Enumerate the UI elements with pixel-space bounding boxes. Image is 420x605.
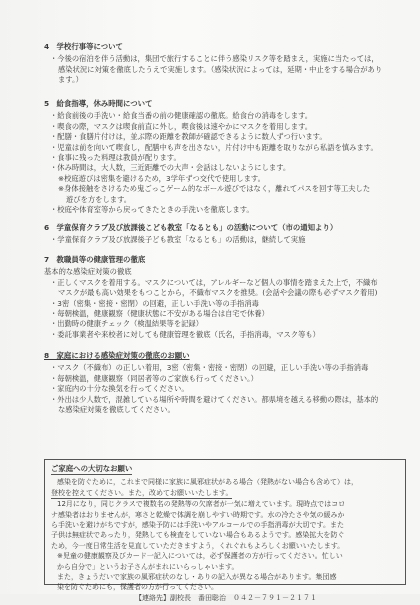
box-line: また，きょうだいで家族の風邪症状のなし・ありの記入が異なる場合があります。集団感 bbox=[57, 573, 337, 582]
section-8-line: ・毎朝検温，健康観察（同居者等のご家族も行ってください。） bbox=[50, 373, 258, 383]
section-7 bbox=[44, 255, 404, 340]
section-6-line: ・学童保育クラブ及び放課後子ども教室「なるとも」の活動は，継続して実施 bbox=[50, 235, 306, 245]
box-line: から自分で」というお子さんがまれにいらっしゃいます。 bbox=[57, 562, 239, 571]
section-5-line: ・休み時間は，大人数，三近距離での大声・会話はしないようにします。 bbox=[50, 163, 291, 173]
box-line: ため，今一度日常生活を見直していただきますよう，くれぐれもよろしくお願いいたします。 bbox=[51, 541, 345, 550]
section-5-line: ・校庭や体育室等から戻ってきたときの手洗いを徹底します。 bbox=[50, 205, 254, 215]
section-5-line: ※身体接触をさけるため鬼ごっこゲーム的なボール遊びではなく，離れてパスを回す等工夫した bbox=[58, 184, 371, 194]
section-5-line: ・給食前後の手洗い・給食当番の前の健康確認の徹底。給食台の消毒をします。 bbox=[50, 111, 313, 121]
section-6-title: 6 学童保育クラブ及び放課後こども教室「なるとも」の活動について（市の通知より） bbox=[44, 223, 338, 232]
section-8-line: な感染症対策を徹底してください。 bbox=[58, 405, 175, 415]
family-request-box bbox=[44, 459, 406, 602]
section-8 bbox=[44, 351, 404, 415]
section-5-title: 5 給食指導，休み時間について bbox=[44, 99, 153, 108]
section-7-title: 7 教職員等の健康管理の徹底 bbox=[44, 255, 146, 264]
box-line: 12月になり，同じクラスで複数名の発熱等の欠席者が一気に増えています。現時点ではコロ bbox=[57, 500, 346, 509]
box-line: ナ感染者はおりませんが，寒さと乾燥で体調を崩しやすい時期です。水の冷たさや気の緩みか bbox=[51, 510, 345, 519]
section-7-line: ・3密（密集・密接・密閉）の回避，正しい手洗い等の手指消毒 bbox=[50, 298, 259, 308]
section-5-line: 遊びを方をします。 bbox=[66, 194, 132, 204]
section-4-line: 感染状況に対策を徹底したうえで実施します。（感染状況によっては，延期・中止をする場合があり bbox=[58, 64, 383, 74]
section-6 bbox=[44, 223, 404, 246]
section-7-line: ・出勤時の健康チェック（検温結果等を記録） bbox=[50, 319, 204, 329]
box-title: ご家庭への大切なお願い bbox=[51, 464, 132, 475]
section-7-line: ・正しくマスクを着用する。マスクについては，アレルギーなど個人の事情を踏まえた上で，不織布 bbox=[50, 277, 378, 287]
section-4-line: ます。） bbox=[58, 75, 83, 85]
section-4-line: ・今後の宿泊を伴う活動は，集団で旅行することに伴う感染リスク等を踏まえ，実施に当たっては， bbox=[50, 54, 379, 64]
section-7-subtitle: 基本的な感染症対策の徹底 bbox=[44, 267, 132, 277]
box-line: ら手洗いを避けがちですが，感染予防には手洗いやアルコールでの手指消毒が大切です。また bbox=[51, 521, 344, 530]
section-8-line: ・外出は少人数で，混雑している場所や時間を避けてください。都県境を越える移動の際は，基本的 bbox=[50, 394, 379, 404]
section-7-line: ・委託事業者や来校者に対しても健康管理を徹底（氏名，手指消毒，マスク等も） bbox=[50, 329, 320, 339]
section-5-line: ・食事に残った料理は教員が配ります。 bbox=[50, 153, 181, 163]
section-4-title: 4 学校行事等について bbox=[44, 42, 123, 51]
box-line: 登校を控えてください。また，改めてお願いいたします。 bbox=[51, 488, 232, 499]
section-8-line: ・マスク（不織布）の正しい着用，3密（密集・密接・密閉）の回避，正しい手洗い等の手指消毒 bbox=[50, 363, 369, 373]
box-line: 子供は無症状であったり，発熱しても検査をしていない場合もあるようです。感染拡大を防ぐ bbox=[51, 531, 345, 540]
section-7-line: ・毎朝検温，健康観察（健康状態に不安がある場合は自宅で休養） bbox=[50, 309, 269, 319]
section-5-line: ・配膳・食膳片付けは，並ぶ際の距離を教師が確認できるように数人ずつ行います。 bbox=[50, 132, 327, 142]
section-5 bbox=[44, 99, 404, 215]
box-line: 染を防ぐためにも，保護者の方が行ってください。 bbox=[57, 583, 218, 592]
section-5-line: ・喫食の際，マスクは喫食前直に外し，喫食後は速やかにマスクを着用します。 bbox=[50, 121, 313, 131]
section-8-line: ・家庭内の十分な換気を行ってください。 bbox=[50, 384, 189, 394]
section-4 bbox=[44, 42, 404, 86]
section-7-line: マスクが最も高い効果をもつことから，不織布マスクを推奨。(会話や会議の際も必ずマスク着用) bbox=[58, 288, 378, 298]
section-5-line: ・児童は前を向いて喫食し，配膳中も声を出さない，片付け中も距離を取りながら私語を慎みます。 bbox=[50, 142, 378, 152]
box-line: 感染を防ぐために，これまで同様に家族に風邪症状がある場合（発熱がない場合も含めて）は， bbox=[57, 478, 358, 487]
section-5-line: ※校庭遊びは密集を避けるため，3学年ずつ交代で使用します。 bbox=[58, 173, 265, 183]
box-line: ※児童の健康観察及びカード一記入については，必ず保護者の方が行ってください。忙しい bbox=[57, 552, 343, 561]
section-8-title: 8 家庭における感染症対策の徹底のお願い bbox=[44, 351, 190, 360]
contact-line: 【連絡先】副校長 番田聡治 ０４２－７９１－２１７１ bbox=[135, 593, 317, 602]
